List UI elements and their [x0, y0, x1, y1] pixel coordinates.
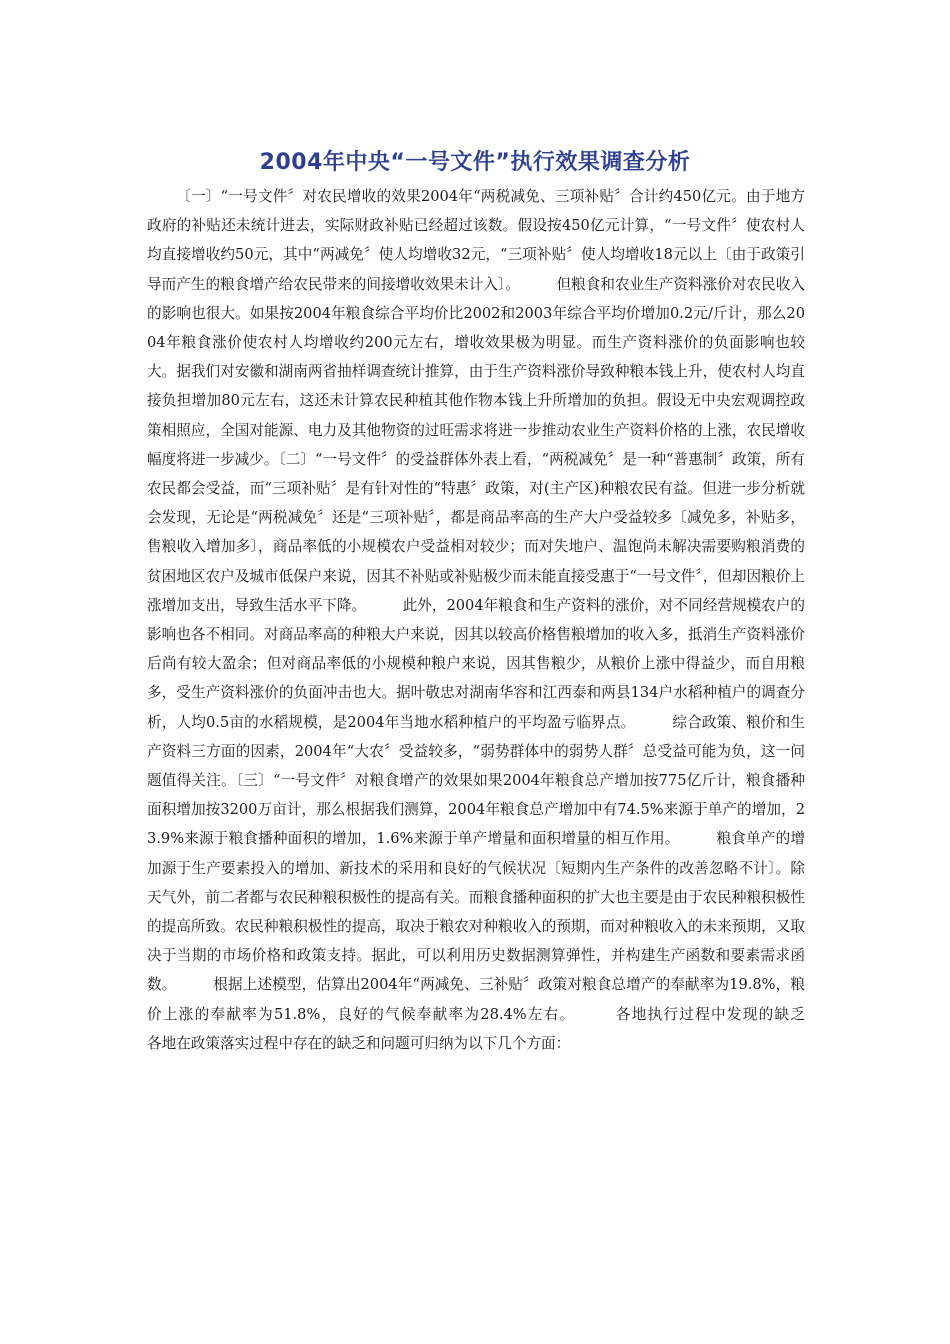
document-body-paragraph: 〔一〕“一号文件〞对农民增收的效果2004年“两税减免、三项补贴〞合计约450亿元。由于地方政府的补贴还未统计进去，实际财政补贴已经超过该数。假设按450亿元计算，“一号文件〞使农村人均直接增收约50元，其中“两减免〞使人均增收32元，“三项补贴〞使人均增收18元以上〔由于政策引导而产生的粮食增产给农民带来的间接增收效果未计入〕。 但粮食和农业生产资料涨价对农民收入的影响也很大。如果按2004年粮食综合平均价比2002和2003年综合平均价增加0.2元/斤计，那么2004年粮食涨价使农村人均增收约200元左右，增收效果极为明显。而生产资料涨价的负面影响也较大。据我们对安徽和湖南两省抽样调查统计推算，由于生产资料涨价导致种粮本钱上升，使农村人均直接负担增加80元左右，这还未计算农民种植其他作物本钱上升所增加的负担。假设无中央宏观调控政策相照应，全国对能源、电力及其他物资的过旺需求将进一步推动农业生产资料价格的上涨，农民增收幅度将进一步减少。〔二〕“一号文件〞的受益群体外表上看，“两税减免〞是一种“普惠制〞政策，所有农民都会受益，而“三项补贴〞是有针对性的“特惠〞政策，对(主产区)种粮农民有益。但进一步分析就会发现，无论是“两税减免〞还是“三项补贴〞，都是商品率高的生产大户受益较多〔减免多，补贴多，售粮收入增加多〕，商品率低的小规模农户受益相对较少；而对失地户、温饱尚未解决需要购粮消费的贫困地区农户及城市低保户来说，因其不补贴或补贴极少而未能直接受惠于“一号文件〞，但却因粮价上涨增加支出，导致生活水平下降。 此外，2004年粮食和生产资料的涨价，对不同经营规模农户的影响也各不相同。对商品率高的种粮大户来说，因其以较高价格售粮增加的收入多，抵消生产资料涨价后尚有较大盈余；但对商品率低的小规模种粮户来说，因其售粮少，从粮价上涨中得益少，而自用粮多，受生产资料涨价的负面冲击也大。据叶敬忠对湖南华容和江西泰和两县134户水稻种植户的调查分析，人均0.5亩的水稻规模，是2004年当地水稻种植户的平均盈亏临界点。 综合政策、粮价和生产资料三方面的因素，2004年“大农〞受益较多，“弱势群体中的弱势人群〞总受益可能为负，这一问题值得关注。〔三〕“一号文件〞对粮食增产的效果如果2004年粮食总产增加按775亿斤计，粮食播种面积增加按3200万亩计，那么根据我们测算，2004年粮食总产增加中有74.5%来源于单产的增加，23.9%来源于粮食播种面积的增加，1.6%来源于单产增量和面积增量的相互作用。 粮食单产的增加源于生产要素投入的增加、新技术的采用和良好的气候状况〔短期内生产条件的改善忽略不计〕。除天气外，前二者都与农民种粮积极性的提高有关。而粮食播种面积的扩大也主要是由于农民种粮积极性的提高所致。农民种粮积极性的提高，取决于粮农对种粮收入的预期，而对种粮收入的未来预期，又取决于当期的市场价格和政策支持。据此，可以利用历史数据测算弹性，并构建生产函数和要素需求函数。 根据上述模型，估算出2004年“两减免、三补贴〞政策对粮食总增产的奉献率为19.8%，粮价上涨的奉献率为51.8%，良好的气候奉献率为28.4%左右。 各地执行过程中发现的缺乏 各地在政策落实过程中存在的缺乏和问题可归纳为以下几个方面：	[147, 188, 849, 1052]
document-title: 2004年中央“一号文件”执行效果调查分析	[259, 149, 691, 175]
